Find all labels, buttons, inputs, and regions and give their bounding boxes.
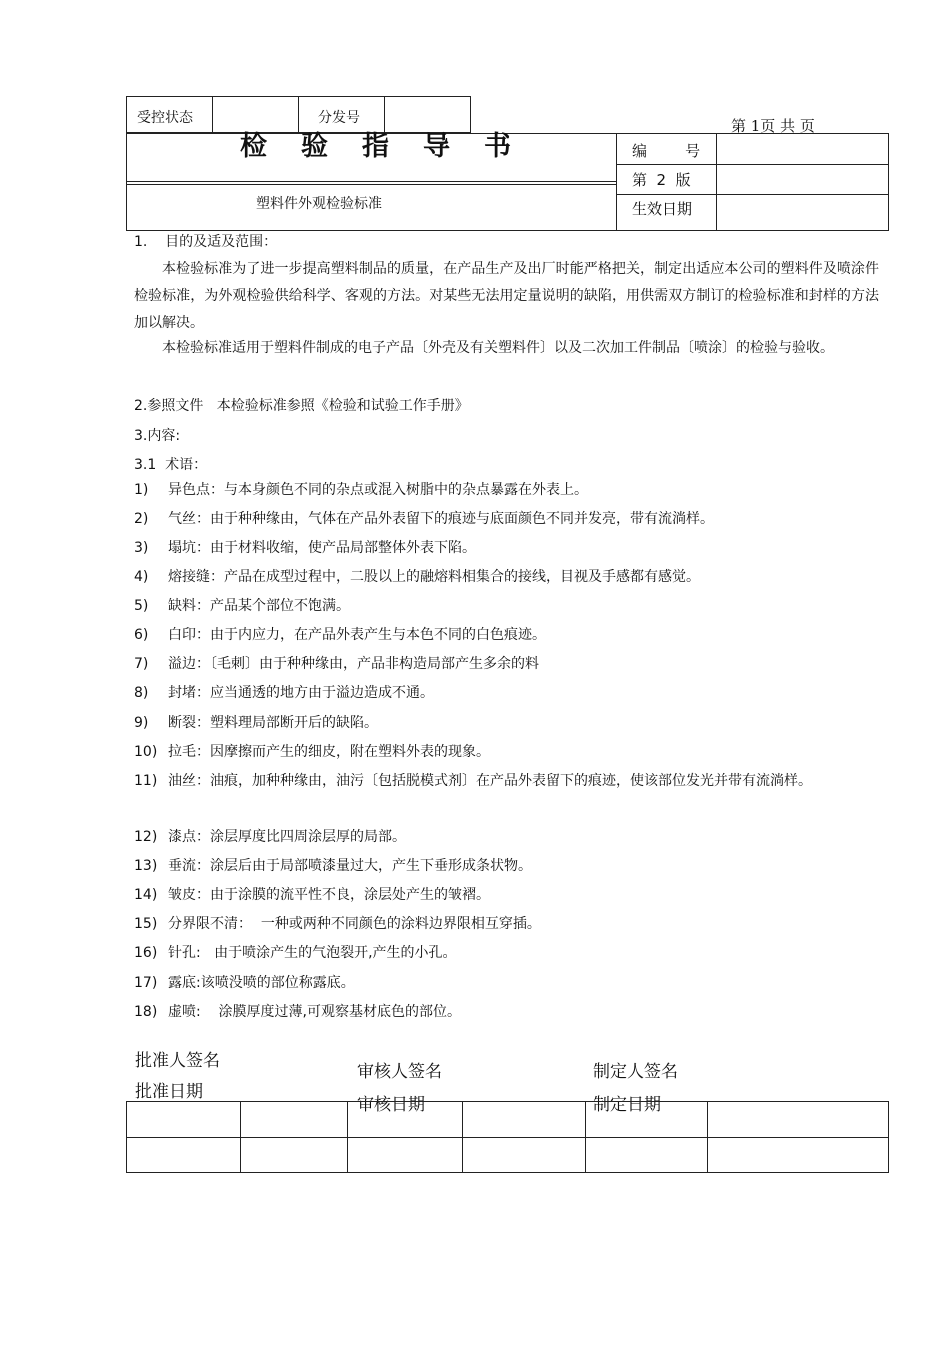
reviewer-signature-label: 审核人签名 [357,1062,442,1082]
term-item: 15) 分界限不清： 一种或两种不同颜色的涂料边界限相互穿插。 [134,916,541,932]
signature-table-divider [240,1101,241,1173]
term-item: 9) 断裂：塑料理局部断开后的缺陷。 [134,715,378,731]
term-item: 3) 塌坑：由于材料收缩，使产品局部整体外表下陷。 [134,540,476,556]
version-label: 第 2 版 [632,171,691,189]
effective-date-label: 生效日期 [632,200,693,218]
approver-date-label: 批准日期 [135,1082,203,1102]
section-2-references: 2.参照文件 本检验标准参照《检验和试验工作手册》 [134,398,469,414]
section-1-heading: 1. 目的及适及范围： [134,234,278,250]
maker-date-label: 制定日期 [593,1095,661,1115]
term-item: 8) 封堵：应当通透的地方由于溢边造成不通。 [134,685,434,701]
header-divider [126,181,616,182]
term-item: 6) 白印：由于内应力，在产品外表产生与本色不同的白色痕迹。 [134,627,546,643]
maker-signature-label: 制定人签名 [593,1062,678,1082]
control-table-divider [212,96,213,133]
approver-signature-label: 批准人签名 [135,1051,220,1071]
header-divider [616,194,889,195]
signature-table-divider [707,1101,708,1173]
term-item: 16) 针孔: 由于喷涂产生的气泡裂开,产生的小孔。 [134,945,457,961]
header-divider [616,164,889,165]
term-item: 12) 漆点：涂层厚度比四周涂层厚的局部。 [134,829,406,845]
document-title: 检验指导书 [240,131,545,162]
section-1-paragraph-1: 本检验标准为了进一步提高塑料制品的质量，在产品生产及出厂时能严格把关，制定出适应本公司的塑料件及喷涂件检验标准，为外观检验供给科学、客观的方法。对某些无法用定量说明的缺陷，用供需双方制订的检验标准和封样的方法加以解决。 [134,261,879,331]
signature-table-divider [347,1101,348,1173]
term-item: 10) 拉毛：因摩擦而产生的细皮，附在塑料外表的现象。 [134,744,490,760]
term-item: 4) 熔接缝：产品在成型过程中，二股以上的融熔料相集合的接线，目视及手感都有感觉。 [134,569,700,585]
page-info: 第 1页 共 页 [731,117,815,135]
term-item: 18) 虚喷: 涂膜厚度过薄,可观察基材底色的部位。 [134,1004,461,1020]
header-divider [126,184,616,185]
distribution-number-label: 分发号 [318,110,360,126]
document-subtitle: 塑料件外观检验标准 [256,196,382,212]
term-item: 14) 皱皮：由于涂膜的流平性不良，涂层处产生的皱褶。 [134,887,490,903]
signature-table-divider [585,1101,586,1173]
section-1-paragraph-2: 本检验标准适用于塑料件制成的电子产品〔外壳及有关塑料件〕以及二次加工件制品〔喷涂〕的检验与验收。 [162,340,834,356]
term-item: 5) 缺料：产品某个部位不饱满。 [134,598,350,614]
reviewer-date-label: 审核日期 [357,1095,425,1115]
term-item: 11) 油丝：油痕，加种种缘由，油污〔包括脱模式剂〕在产品外表留下的痕迹，使该部位发光并带有流淌样。 [134,773,812,789]
term-item: 13) 垂流：涂层后由于局部喷漆量过大，产生下垂形成条状物。 [134,858,532,874]
number-label: 编 号 [632,142,701,160]
signature-table-divider [462,1101,463,1173]
header-divider [716,133,717,231]
term-item: 1) 异色点：与本身颜色不同的杂点或混入树脂中的杂点暴露在外表上。 [134,482,588,498]
section-3-1-heading: 3.1 术语： [134,457,208,473]
term-item: 17) 露底:该喷没喷的部位称露底。 [134,975,355,991]
header-divider [616,133,617,231]
term-item: 7) 溢边：〔毛刺〕由于种种缘由，产品非构造局部产生多余的料 [134,656,539,672]
control-status-label: 受控状态 [137,110,193,126]
term-item: 2) 气丝：由于种种缘由，气体在产品外表留下的痕迹与底面颜色不同并发亮，带有流淌样。 [134,511,714,527]
section-3-heading: 3.内容: [134,428,181,444]
